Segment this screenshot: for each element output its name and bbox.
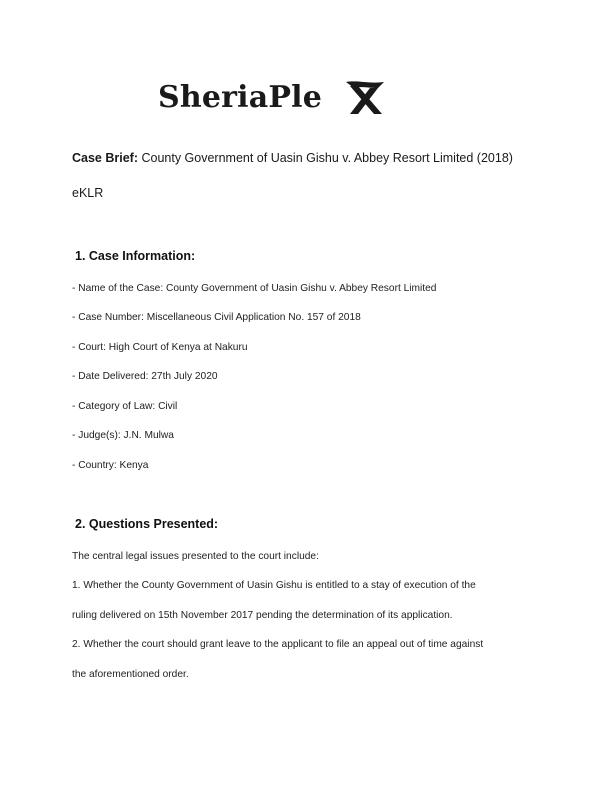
case-info-item: - Category of Law: Civil: [72, 401, 178, 412]
questions-text-line: the aforementioned order.: [72, 669, 189, 680]
case-brief-title-text: County Government of Uasin Gishu v. Abbey Resort Limited (2018): [138, 151, 513, 165]
section-heading-case-information: 1. Case Information:: [75, 249, 196, 263]
case-info-item: - Case Number: Miscellaneous Civil Application No. 157 of 2018: [72, 312, 361, 323]
x-swoosh-icon: [344, 76, 386, 118]
questions-text-line: 2. Whether the court should grant leave to the applicant to file an appeal out of time against: [72, 639, 484, 650]
questions-text-line: 1. Whether the County Government of Uasin Gishu is entitled to a stay of execution of the: [72, 580, 476, 591]
case-info-item: - Judge(s): J.N. Mulwa: [72, 430, 174, 441]
case-info-item: - Name of the Case: County Government of Uasin Gishu v. Abbey Resort Limited: [72, 283, 437, 294]
case-info-item: - Country: Kenya: [72, 460, 149, 471]
questions-text-line: The central legal issues presented to the court include:: [72, 551, 319, 562]
sheriaplex-logo: [158, 76, 384, 120]
case-brief-title: [72, 150, 513, 166]
questions-text-line: ruling delivered on 15th November 2017 pending the determination of its application.: [72, 610, 453, 621]
case-brief-title-continued: eKLR: [72, 186, 104, 200]
case-brief-label: Case Brief:: [72, 151, 138, 165]
case-info-item: - Date Delivered: 27th July 2020: [72, 371, 218, 382]
case-info-item: - Court: High Court of Kenya at Nakuru: [72, 342, 248, 353]
logo-wordmark: SheriaPle: [158, 80, 323, 115]
section-heading-questions-presented: 2. Questions Presented:: [75, 517, 219, 531]
